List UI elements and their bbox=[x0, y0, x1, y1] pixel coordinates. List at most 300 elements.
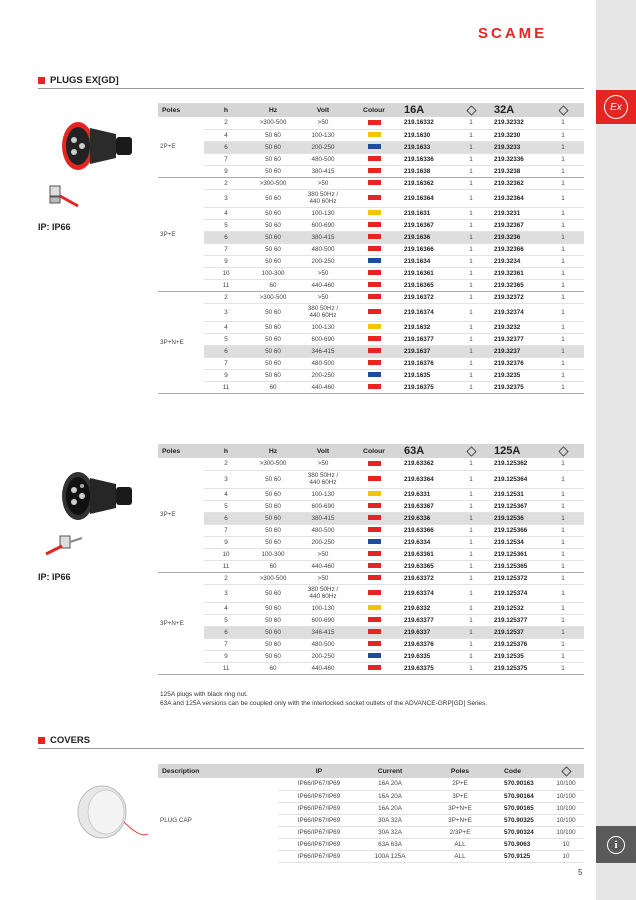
hz-cell: 50 60 bbox=[248, 207, 298, 219]
col-colour: Colour bbox=[348, 444, 400, 458]
note-line: 125A plugs with black ring nut. bbox=[160, 691, 248, 698]
qty-cell: 1 bbox=[542, 614, 584, 626]
h-cell: 2 bbox=[204, 117, 248, 129]
code-cell: 219.6337 bbox=[400, 626, 452, 638]
table-row bbox=[158, 165, 584, 177]
qty-cell: 1 bbox=[452, 626, 490, 638]
colour-swatch bbox=[368, 539, 381, 544]
info-tab[interactable] bbox=[596, 826, 636, 863]
pack-cell: 10/100 bbox=[548, 778, 584, 790]
qty-cell: 1 bbox=[452, 207, 490, 219]
colour-swatch bbox=[368, 575, 381, 580]
code-cell: 219.1635 bbox=[400, 369, 452, 381]
hz-cell: 50 60 bbox=[248, 345, 298, 357]
h-cell: 4 bbox=[204, 321, 248, 333]
h-cell: 5 bbox=[204, 219, 248, 231]
h-cell: 7 bbox=[204, 524, 248, 536]
table-row bbox=[158, 470, 584, 488]
code-cell: 570.90324 bbox=[500, 826, 548, 838]
code-cell: 219.125376 bbox=[490, 638, 542, 650]
hz-cell: 50 60 bbox=[248, 512, 298, 524]
code-cell: 219.16367 bbox=[400, 219, 452, 231]
code-cell: 219.1634 bbox=[400, 255, 452, 267]
qty-cell: 1 bbox=[542, 536, 584, 548]
plug-black-image bbox=[52, 462, 136, 528]
table-row bbox=[158, 219, 584, 231]
section-title-plugs-text: PLUGS EX[GD] bbox=[50, 75, 119, 86]
section-title-plugs bbox=[38, 75, 119, 86]
table-row bbox=[158, 458, 584, 470]
hz-cell: 50 60 bbox=[248, 584, 298, 602]
table-row bbox=[158, 255, 584, 267]
qty-cell: 1 bbox=[452, 381, 490, 393]
h-cell: 9 bbox=[204, 650, 248, 662]
current-cell: 16A 20A bbox=[360, 790, 420, 802]
h-cell: 7 bbox=[204, 243, 248, 255]
qty-cell: 1 bbox=[452, 321, 490, 333]
colour-swatch bbox=[368, 258, 381, 263]
hz-cell: 50 60 bbox=[248, 321, 298, 333]
code-cell: 219.6335 bbox=[400, 650, 452, 662]
code-cell: 219.3233 bbox=[490, 141, 542, 153]
code-cell: 219.63375 bbox=[400, 662, 452, 674]
volt-cell: 600-690 bbox=[298, 500, 348, 512]
pack-cell: 10 bbox=[548, 838, 584, 850]
colour-cell bbox=[348, 189, 400, 207]
volt-cell: 200-250 bbox=[298, 141, 348, 153]
code-cell: 219.12536 bbox=[490, 512, 542, 524]
qty-cell: 1 bbox=[542, 572, 584, 584]
qty-cell: 1 bbox=[452, 255, 490, 267]
code-cell: 219.32336 bbox=[490, 153, 542, 165]
current-cell: 30A 32A bbox=[360, 814, 420, 826]
wire-clamp-icon bbox=[44, 184, 80, 208]
code-cell: 219.3237 bbox=[490, 345, 542, 357]
table-row bbox=[158, 778, 584, 790]
qty-cell: 1 bbox=[542, 153, 584, 165]
volt-cell: 380 50Hz / 440 60Hz bbox=[298, 303, 348, 321]
colour-swatch bbox=[368, 309, 381, 314]
volt-cell: >50 bbox=[298, 291, 348, 303]
qty-cell: 1 bbox=[542, 602, 584, 614]
hz-cell: 50 60 bbox=[248, 333, 298, 345]
hz-cell: 60 bbox=[248, 381, 298, 393]
hz-cell: 50 60 bbox=[248, 369, 298, 381]
volt-cell: 480-500 bbox=[298, 153, 348, 165]
ip-cell: IP66/IP67/IP69 bbox=[278, 838, 360, 850]
table-row bbox=[158, 333, 584, 345]
code-cell: 219.32375 bbox=[490, 381, 542, 393]
hz-cell: 60 bbox=[248, 279, 298, 291]
colour-swatch bbox=[368, 665, 381, 670]
qty-cell: 1 bbox=[452, 231, 490, 243]
col-volt: Volt bbox=[298, 444, 348, 458]
qty-cell: 1 bbox=[452, 177, 490, 189]
volt-cell: >50 bbox=[298, 548, 348, 560]
qty-cell: 1 bbox=[542, 177, 584, 189]
code-cell: 219.12534 bbox=[490, 536, 542, 548]
qty-cell: 1 bbox=[542, 117, 584, 129]
colour-swatch bbox=[368, 156, 381, 161]
wire-clamp-icon bbox=[44, 532, 84, 558]
qty-cell: 1 bbox=[452, 536, 490, 548]
qty-cell: 1 bbox=[542, 369, 584, 381]
colour-swatch bbox=[368, 653, 381, 658]
code-cell: 219.3231 bbox=[490, 207, 542, 219]
code-cell: 570.9125 bbox=[500, 850, 548, 862]
current-cell: 30A 32A bbox=[360, 826, 420, 838]
code-cell: 219.125366 bbox=[490, 524, 542, 536]
code-cell: 219.16376 bbox=[400, 357, 452, 369]
colour-swatch bbox=[368, 144, 381, 149]
code-cell: 219.63361 bbox=[400, 548, 452, 560]
note-line: 63A and 125A versions can be coupled only with the interlocked socket outlets of the ADVANCE-GRP[GD] Series. bbox=[160, 700, 488, 707]
qty-cell: 1 bbox=[542, 584, 584, 602]
code-cell: 219.3232 bbox=[490, 321, 542, 333]
code-cell: 570.90163 bbox=[500, 778, 548, 790]
qty-cell: 1 bbox=[452, 219, 490, 231]
qty-cell: 1 bbox=[542, 560, 584, 572]
code-cell: 219.125375 bbox=[490, 662, 542, 674]
qty-cell: 1 bbox=[452, 638, 490, 650]
code-cell: 219.63367 bbox=[400, 500, 452, 512]
volt-cell: 480-500 bbox=[298, 524, 348, 536]
table-row bbox=[158, 189, 584, 207]
section-divider bbox=[38, 748, 584, 749]
table-row bbox=[158, 345, 584, 357]
volt-cell: 600-690 bbox=[298, 333, 348, 345]
h-cell: 4 bbox=[204, 207, 248, 219]
code-cell: 219.125362 bbox=[490, 458, 542, 470]
code-cell: 219.16372 bbox=[400, 291, 452, 303]
code-cell: 219.16374 bbox=[400, 303, 452, 321]
colour-cell bbox=[348, 536, 400, 548]
qty-cell: 1 bbox=[542, 321, 584, 333]
ex-tab[interactable] bbox=[596, 90, 636, 124]
hz-cell: >300-500 bbox=[248, 177, 298, 189]
colour-cell bbox=[348, 279, 400, 291]
table-row bbox=[158, 626, 584, 638]
description-cell: PLUG CAP bbox=[160, 816, 192, 824]
code-cell: 219.32364 bbox=[490, 189, 542, 207]
pack-cell: 10/100 bbox=[548, 814, 584, 826]
qty-cell: 1 bbox=[452, 662, 490, 674]
code-cell: 219.63366 bbox=[400, 524, 452, 536]
poles-cell: 3P+N+E bbox=[158, 572, 204, 674]
code-cell: 219.125364 bbox=[490, 470, 542, 488]
code-cell: 219.6331 bbox=[400, 488, 452, 500]
hz-cell: >300-500 bbox=[248, 291, 298, 303]
colour-cell bbox=[348, 488, 400, 500]
hz-cell: 50 60 bbox=[248, 614, 298, 626]
code-cell: 219.16362 bbox=[400, 177, 452, 189]
code-cell: 219.1636 bbox=[400, 231, 452, 243]
volt-cell: 200-250 bbox=[298, 650, 348, 662]
volt-cell: 440-460 bbox=[298, 381, 348, 393]
h-cell: 4 bbox=[204, 602, 248, 614]
code-cell: 219.16332 bbox=[400, 117, 452, 129]
poles-cell: 3P+N+E bbox=[420, 802, 500, 814]
colour-cell bbox=[348, 626, 400, 638]
h-cell: 11 bbox=[204, 381, 248, 393]
hz-cell: 50 60 bbox=[248, 189, 298, 207]
table-row bbox=[158, 602, 584, 614]
volt-cell: 100-130 bbox=[298, 207, 348, 219]
col-colour: Colour bbox=[348, 103, 400, 117]
table-row bbox=[158, 141, 584, 153]
colour-swatch bbox=[368, 120, 381, 125]
table-row bbox=[158, 153, 584, 165]
table-row bbox=[158, 488, 584, 500]
h-cell: 6 bbox=[204, 512, 248, 524]
hz-cell: 50 60 bbox=[248, 650, 298, 662]
volt-cell: 380 50Hz / 440 60Hz bbox=[298, 189, 348, 207]
colour-swatch bbox=[368, 590, 381, 595]
qty-cell: 1 bbox=[452, 572, 490, 584]
section-divider bbox=[38, 88, 584, 89]
code-cell: 219.1630 bbox=[400, 129, 452, 141]
code-cell: 219.32366 bbox=[490, 243, 542, 255]
table-row bbox=[158, 291, 584, 303]
code-cell: 219.3238 bbox=[490, 165, 542, 177]
hz-cell: 50 60 bbox=[248, 141, 298, 153]
qty-cell: 1 bbox=[452, 303, 490, 321]
h-cell: 5 bbox=[204, 614, 248, 626]
plugs-table-63-125 bbox=[158, 444, 584, 675]
colour-cell bbox=[348, 291, 400, 303]
hz-cell: 60 bbox=[248, 662, 298, 674]
h-cell: 3 bbox=[204, 584, 248, 602]
hz-cell: 50 60 bbox=[248, 165, 298, 177]
poles-cell: 3P+E bbox=[158, 177, 204, 291]
col-h: h bbox=[204, 444, 248, 458]
colour-swatch bbox=[368, 491, 381, 496]
colour-swatch bbox=[368, 210, 381, 215]
colour-cell bbox=[348, 219, 400, 231]
h-cell: 4 bbox=[204, 488, 248, 500]
col-poles: Poles bbox=[158, 103, 204, 117]
hz-cell: 50 60 bbox=[248, 536, 298, 548]
section-title-covers bbox=[38, 735, 90, 746]
col-hz: Hz bbox=[248, 444, 298, 458]
qty-cell: 1 bbox=[452, 470, 490, 488]
poles-cell: 3P+N+E bbox=[420, 814, 500, 826]
volt-cell: 200-250 bbox=[298, 369, 348, 381]
colour-swatch bbox=[368, 629, 381, 634]
volt-cell: 380 50Hz / 440 60Hz bbox=[298, 470, 348, 488]
h-cell: 9 bbox=[204, 255, 248, 267]
volt-cell: 440-460 bbox=[298, 662, 348, 674]
covers-table bbox=[158, 764, 584, 863]
code-cell: 219.3234 bbox=[490, 255, 542, 267]
table-row bbox=[158, 560, 584, 572]
colour-swatch bbox=[368, 270, 381, 275]
volt-cell: >50 bbox=[298, 177, 348, 189]
volt-cell: 480-500 bbox=[298, 638, 348, 650]
qty-cell: 1 bbox=[542, 626, 584, 638]
h-cell: 10 bbox=[204, 548, 248, 560]
code-cell: 219.16377 bbox=[400, 333, 452, 345]
code-cell: 219.3230 bbox=[490, 129, 542, 141]
colour-cell bbox=[348, 524, 400, 536]
qty-cell: 1 bbox=[542, 207, 584, 219]
ip-cell: IP66/IP67/IP69 bbox=[278, 790, 360, 802]
hz-cell: 50 60 bbox=[248, 231, 298, 243]
h-cell: 6 bbox=[204, 231, 248, 243]
volt-cell: 440-460 bbox=[298, 560, 348, 572]
colour-swatch bbox=[368, 168, 381, 173]
qty-cell: 1 bbox=[542, 345, 584, 357]
qty-cell: 1 bbox=[452, 141, 490, 153]
qty-cell: 1 bbox=[452, 153, 490, 165]
colour-cell bbox=[348, 512, 400, 524]
colour-cell bbox=[348, 345, 400, 357]
code-cell: 219.32362 bbox=[490, 177, 542, 189]
qty-cell: 1 bbox=[542, 470, 584, 488]
code-cell: 219.32332 bbox=[490, 117, 542, 129]
h-cell: 3 bbox=[204, 470, 248, 488]
plugs-table-16-32 bbox=[158, 103, 584, 394]
colour-cell bbox=[348, 638, 400, 650]
colour-swatch bbox=[368, 605, 381, 610]
hz-cell: 50 60 bbox=[248, 500, 298, 512]
col-hz: Hz bbox=[248, 103, 298, 117]
hz-cell: 50 60 bbox=[248, 602, 298, 614]
code-cell: 219.63377 bbox=[400, 614, 452, 626]
bullet-square bbox=[38, 77, 45, 84]
h-cell: 9 bbox=[204, 369, 248, 381]
code-cell: 219.6334 bbox=[400, 536, 452, 548]
volt-cell: 100-130 bbox=[298, 602, 348, 614]
colour-swatch bbox=[368, 372, 381, 377]
pack-cell: 10/100 bbox=[548, 826, 584, 838]
volt-cell: 380-415 bbox=[298, 231, 348, 243]
colour-cell bbox=[348, 369, 400, 381]
table-row bbox=[158, 321, 584, 333]
code-cell: 219.3236 bbox=[490, 231, 542, 243]
h-cell: 2 bbox=[204, 177, 248, 189]
col-volt: Volt bbox=[298, 103, 348, 117]
qty-cell: 1 bbox=[452, 488, 490, 500]
h-cell: 10 bbox=[204, 267, 248, 279]
notes bbox=[160, 690, 487, 708]
code-cell: 219.125361 bbox=[490, 548, 542, 560]
colour-cell bbox=[348, 381, 400, 393]
code-cell: 219.16365 bbox=[400, 279, 452, 291]
colour-swatch bbox=[368, 336, 381, 341]
colour-swatch bbox=[368, 617, 381, 622]
qty-cell: 1 bbox=[452, 500, 490, 512]
h-cell: 11 bbox=[204, 560, 248, 572]
colour-swatch bbox=[368, 384, 381, 389]
h-cell: 2 bbox=[204, 458, 248, 470]
colour-swatch bbox=[368, 222, 381, 227]
qty-cell: 1 bbox=[452, 548, 490, 560]
volt-cell: 380 50Hz / 440 60Hz bbox=[298, 584, 348, 602]
code-cell: 219.16375 bbox=[400, 381, 452, 393]
table-row bbox=[158, 267, 584, 279]
hz-cell: 100-300 bbox=[248, 267, 298, 279]
qty-cell: 1 bbox=[452, 243, 490, 255]
qty-cell: 1 bbox=[542, 458, 584, 470]
qty-cell: 1 bbox=[542, 357, 584, 369]
table-row bbox=[158, 524, 584, 536]
brand-logo: SCAME bbox=[478, 25, 548, 42]
code-cell: 219.16366 bbox=[400, 243, 452, 255]
colour-cell bbox=[348, 321, 400, 333]
colour-cell bbox=[348, 255, 400, 267]
colour-cell bbox=[348, 500, 400, 512]
colour-cell bbox=[348, 650, 400, 662]
ip-cell: IP66/IP67/IP69 bbox=[278, 778, 360, 790]
code-cell: 219.125377 bbox=[490, 614, 542, 626]
volt-cell: >50 bbox=[298, 267, 348, 279]
code-cell: 570.90164 bbox=[500, 790, 548, 802]
table-row bbox=[158, 381, 584, 393]
colour-swatch bbox=[368, 180, 381, 185]
colour-cell bbox=[348, 560, 400, 572]
qty-cell: 1 bbox=[542, 662, 584, 674]
colour-swatch bbox=[368, 324, 381, 329]
volt-cell: 380-415 bbox=[298, 512, 348, 524]
qty-cell: 1 bbox=[452, 189, 490, 207]
colour-cell bbox=[348, 129, 400, 141]
code-cell: 219.1638 bbox=[400, 165, 452, 177]
colour-cell bbox=[348, 231, 400, 243]
ip-cell: IP66/IP67/IP69 bbox=[278, 814, 360, 826]
colour-cell bbox=[348, 165, 400, 177]
code-cell: 219.125372 bbox=[490, 572, 542, 584]
colour-cell bbox=[348, 470, 400, 488]
current-cell: 16A 20A bbox=[360, 802, 420, 814]
hz-cell: 50 60 bbox=[248, 488, 298, 500]
volt-cell: >50 bbox=[298, 117, 348, 129]
qty-cell: 1 bbox=[452, 291, 490, 303]
volt-cell: >50 bbox=[298, 458, 348, 470]
colour-swatch bbox=[368, 515, 381, 520]
hz-cell: 60 bbox=[248, 560, 298, 572]
col-current: Current bbox=[360, 764, 420, 778]
poles-cell: 3P+N+E bbox=[158, 291, 204, 393]
colour-swatch bbox=[368, 294, 381, 299]
code-cell: 219.32376 bbox=[490, 357, 542, 369]
volt-cell: 600-690 bbox=[298, 614, 348, 626]
h-cell: 7 bbox=[204, 357, 248, 369]
hz-cell: 50 60 bbox=[248, 219, 298, 231]
volt-cell: 600-690 bbox=[298, 219, 348, 231]
h-cell: 7 bbox=[204, 638, 248, 650]
qty-cell: 1 bbox=[452, 165, 490, 177]
code-cell: 219.6332 bbox=[400, 602, 452, 614]
code-cell: 570.90165 bbox=[500, 802, 548, 814]
table-row bbox=[158, 279, 584, 291]
qty-cell: 1 bbox=[542, 129, 584, 141]
table-row bbox=[158, 369, 584, 381]
qty-cell: 1 bbox=[542, 638, 584, 650]
volt-cell: 100-130 bbox=[298, 321, 348, 333]
h-cell: 5 bbox=[204, 500, 248, 512]
hz-cell: >300-500 bbox=[248, 117, 298, 129]
code-cell: 219.63372 bbox=[400, 572, 452, 584]
side-bar bbox=[596, 0, 636, 900]
h-cell: 11 bbox=[204, 279, 248, 291]
h-cell: 3 bbox=[204, 189, 248, 207]
hz-cell: 50 60 bbox=[248, 255, 298, 267]
table-row bbox=[158, 536, 584, 548]
package-icon bbox=[452, 444, 490, 458]
qty-cell: 1 bbox=[452, 129, 490, 141]
qty-cell: 1 bbox=[452, 117, 490, 129]
